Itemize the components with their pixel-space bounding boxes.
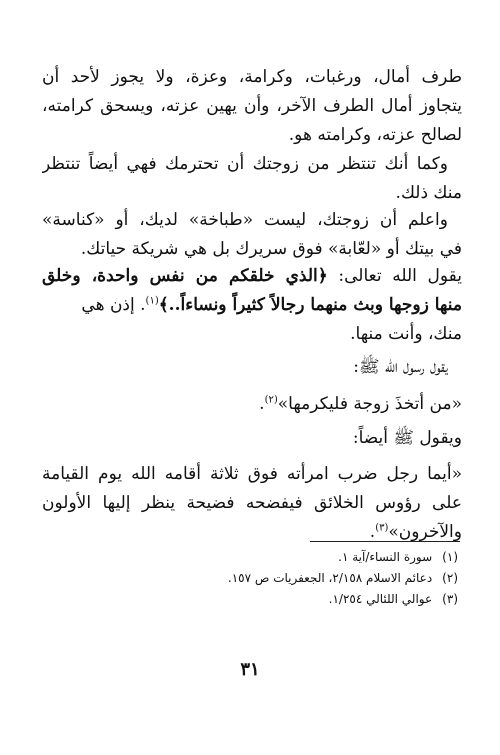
text-line: يتجاوز أمال الطرف الآخر، وأن يهين عزته، ويسحق كرامته، bbox=[42, 96, 462, 116]
footnotes bbox=[140, 547, 458, 610]
footnote-ref: (٣) bbox=[375, 522, 389, 534]
text-line: منك، وأنت منها. bbox=[350, 324, 462, 344]
text-line: واعلم أن زوجتك، ليست «طباخة» لديك، أو «كناسة» bbox=[42, 210, 448, 230]
hadith-2-text bbox=[42, 460, 462, 547]
page-number: ٣١ bbox=[240, 659, 260, 680]
footnote-number: (٢) bbox=[442, 571, 458, 585]
hadith-2-intro bbox=[42, 424, 462, 453]
text-line: على رؤوس الخلائق فيفضحه فضيحة ينظر إليها الأولون bbox=[42, 493, 462, 513]
footnote-number: (١) bbox=[442, 550, 458, 564]
footnote-number: (٣) bbox=[442, 592, 458, 606]
footnote-text: سورة النساء/آية ١. bbox=[338, 550, 433, 564]
quran-paragraph bbox=[42, 262, 462, 349]
text-line: «أيما رجل ضرب امرأته فوق ثلاثة أقامه الله يوم القيامة bbox=[42, 464, 462, 484]
text-run: . bbox=[369, 522, 376, 542]
text-line: وكما أنك تنتظر من زوجتك أن تحترمك فهي أيضاً تنتظر bbox=[42, 154, 448, 174]
hadith-1-intro bbox=[42, 353, 462, 382]
footnote bbox=[140, 568, 458, 589]
text-line bbox=[42, 262, 462, 291]
hadith-quote: «من أتخذَ زوجة فليكرمها» bbox=[277, 394, 462, 414]
paragraph-1 bbox=[42, 63, 462, 150]
quran-intro: يقول الله تعالى: bbox=[327, 266, 462, 286]
text-line bbox=[42, 291, 462, 320]
footnote-separator bbox=[310, 541, 460, 542]
paragraph-3 bbox=[42, 206, 462, 264]
text-line: طرف أمال، ورغبات، وكرامة، وعزة، ولا يجوز لأحد أن bbox=[42, 67, 462, 87]
text-line bbox=[42, 518, 462, 547]
quran-verse: ﴿الذي خلقكم من نفس واحدة، وخلق bbox=[42, 266, 328, 286]
text-line: يقول رسول الله ﷺ: bbox=[353, 357, 448, 377]
footnote-ref: (١) bbox=[145, 295, 159, 307]
text-line: منك ذلك. bbox=[395, 183, 462, 203]
footnote-text: دعائم الاسلام ٢/١٥٨، الجعفريات ص ١٥٧. bbox=[227, 571, 433, 585]
text-line: في بيتك أو «لعّابة» فوق سريرك بل هي شريكة حياتك. bbox=[80, 239, 462, 259]
hadith-quote: والآخرون» bbox=[388, 522, 462, 542]
text-run: . إذن هي bbox=[81, 295, 146, 315]
text-line: لصالح عزته، وكرامته هو. bbox=[288, 125, 462, 145]
footnote bbox=[140, 547, 458, 568]
footnote-ref: (٢) bbox=[264, 394, 278, 406]
footnote bbox=[140, 589, 458, 610]
text-line: ويقول ﷺ أيضاً: bbox=[352, 428, 462, 448]
paragraph-2 bbox=[42, 150, 462, 208]
footnote-text: عوالي اللئالي ١/٢٥٤. bbox=[328, 592, 433, 606]
text-run: . bbox=[259, 394, 265, 414]
quran-verse: منها زوجها وبث منهما رجالاً كثيراً ونساءاً..﴾ bbox=[158, 295, 462, 315]
hadith-1-text bbox=[42, 390, 462, 419]
text-line bbox=[42, 390, 462, 419]
